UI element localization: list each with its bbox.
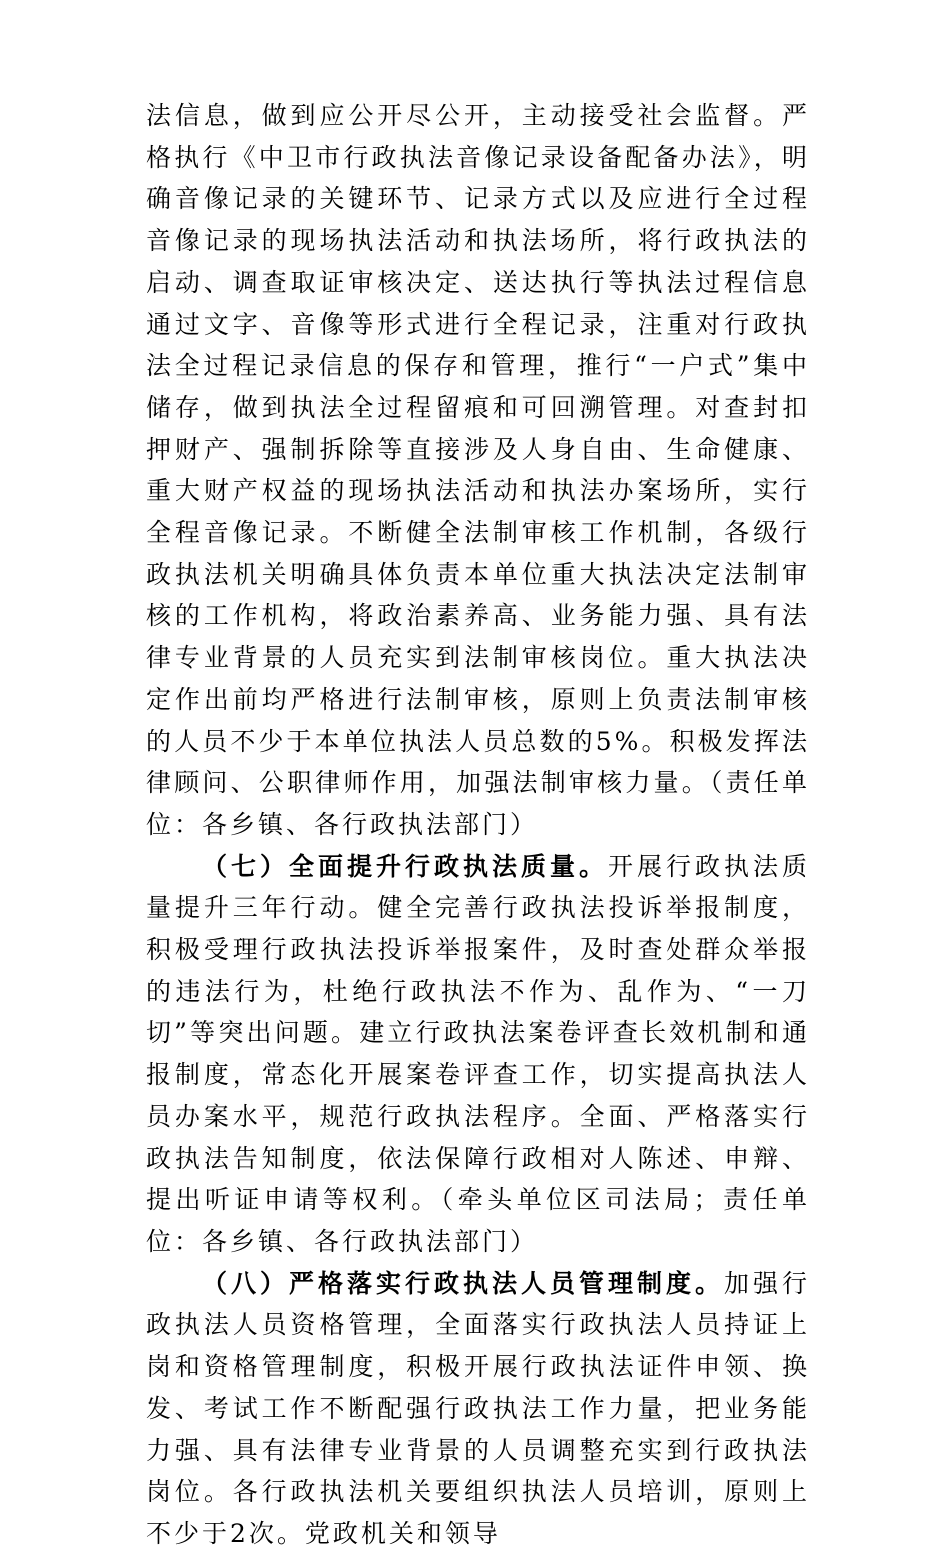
paragraph-body: 法信息，做到应公开尽公开，主动接受社会监督。严格执行《中卫市行政执法音像记录设备配备办法》，明确音像记录的关键环节、记录方式以及应进行全过程音像记录的现场执法活动和执法场所，将行政执法的启动、调查取证审核决定、送达执行等执法过程信息通过文字、音像等形式进行全程记录，注重对行政执法全过程记录信息的保存和管理，推行“一户式”集中储存，做到执法全过程留痕和可回溯管理。对查封扣押财产、强制拆除等直接涉及人身自由、生命健康、重大财产权益的现场执法活动和执法办案场所，实行全程音像记录。不断健全法制审核工作机制，各级行政执法机关明确具体负责本单位重大执法决定法制审核的工作机构，将政治素养高、业务能力强、具有法律专业背景的人员充实到法制审核岗位。重大执法决定作出前均严格进行法制审核，原则上负责法制审核的人员不少于本单位执法人员总数的5%。积极发挥法律顾问、公职律师作用，加强法制审核力量。（责任单位：各乡镇、各行政执法部门） <box>146 101 810 839</box>
paragraph-body: 加强行政执法人员资格管理，全面落实行政执法人员持证上岗和资格管理制度，积极开展行政执法证件申领、换发、考试工作不断配强行政执法工作力量，把业务能力强、具有法律专业背景的人员调整充实到行政执法岗位。各行政执法机关要组织执法人员培训，原则上不少于2次。党政机关和领导 <box>146 1268 810 1548</box>
paragraph-body: 开展行政执法质量提升三年行动。健全完善行政执法投诉举报制度，积极受理行政执法投诉举报案件，及时查处群众举报的违法行为，杜绝行政执法不作为、乱作为、“一刀切”等突出问题。建立行政执法案卷评查长效机制和通报制度，常态化开展案卷评查工作，切实提高执法人员办案水平，规范行政执法程序。全面、严格落实行政执法告知制度，依法保障行政相对人陈述、申辩、提出听证申请等权利。（牵头单位区司法局；责任单位：各乡镇、各行政执法部门） <box>146 851 810 1256</box>
section-heading: （七）全面提升行政执法质量。 <box>202 851 608 881</box>
paragraph-section-8 <box>146 1263 810 1555</box>
document-page <box>146 95 810 1555</box>
paragraph-section-7 <box>146 846 810 1263</box>
paragraph-continuation <box>146 95 810 846</box>
section-heading: （八）严格落实行政执法人员管理制度。 <box>202 1268 724 1298</box>
